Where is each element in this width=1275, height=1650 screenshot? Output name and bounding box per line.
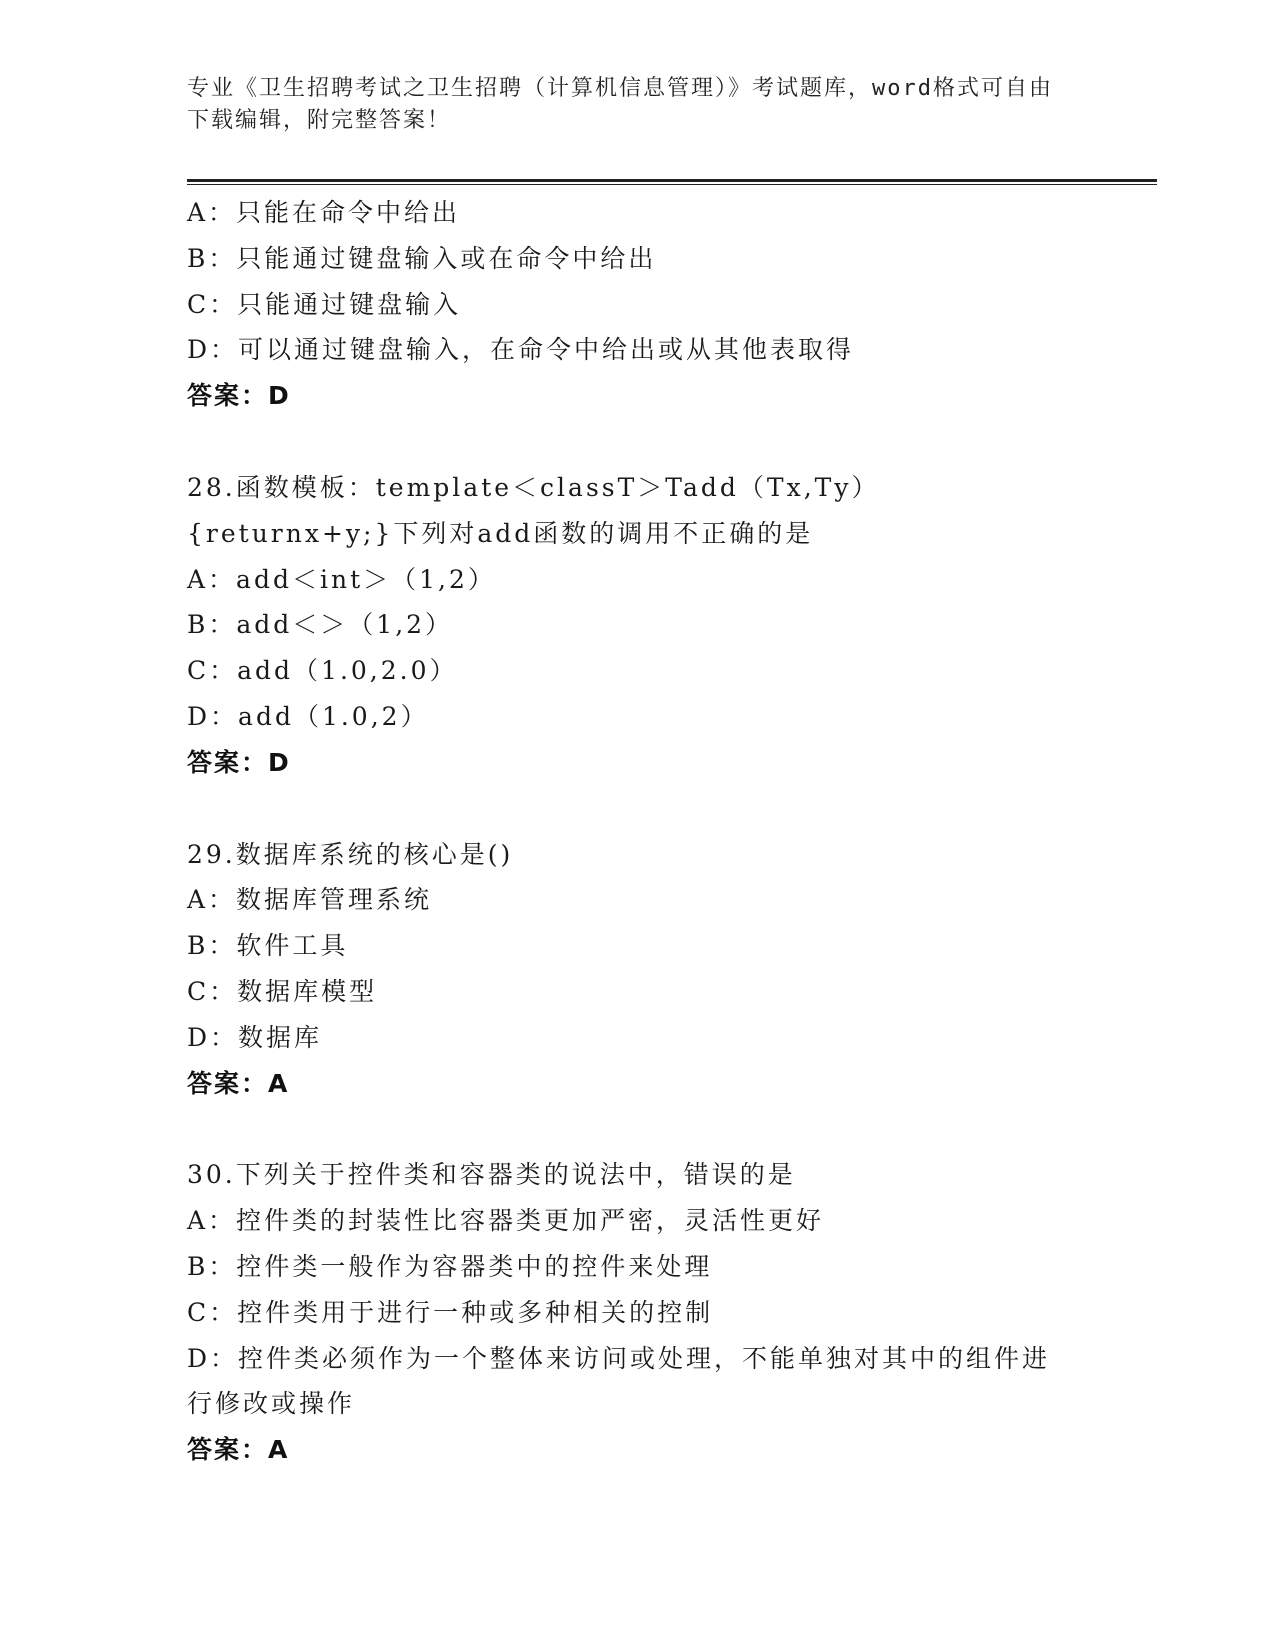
option-a: A：控件类的封装性比容器类更加严密，灵活性更好: [187, 1206, 825, 1236]
option-a: A：数据库管理系统: [187, 885, 433, 915]
answer-line: 答案：D: [187, 747, 291, 777]
option-a: A：add＜int＞（1,2）: [187, 564, 496, 594]
header-rule-thick: [187, 179, 1157, 182]
answer-line: 答案：D: [187, 381, 291, 411]
option-c: C：只能通过键盘输入: [187, 289, 462, 319]
question-gap: [187, 786, 1087, 832]
question-stem: 30.下列关于控件类和容器类的说法中，错误的是: [187, 1160, 796, 1190]
option-b: B：add＜＞（1,2）: [187, 610, 454, 640]
header-rule-thin: [187, 184, 1157, 185]
question-27-continued: [187, 190, 1087, 419]
answer-line: 答案：A: [187, 1435, 290, 1465]
question-28: [187, 465, 1087, 786]
document-header: 专业《卫生招聘考试之卫生招聘（计算机信息管理）》考试题库，word格式可自由下载编辑，附完整答案！: [187, 76, 1053, 133]
option-c: C：数据库模型: [187, 976, 378, 1006]
question-list: [187, 190, 1087, 1473]
question-stem: 29.数据库系统的核心是(): [187, 839, 514, 869]
option-b: B：软件工具: [187, 931, 349, 961]
option-c: C：add（1.0,2.0）: [187, 656, 458, 686]
option-a: A：只能在命令中给出: [187, 198, 461, 227]
answer-line: 答案：A: [187, 1068, 290, 1098]
question-gap: [187, 1106, 1087, 1152]
question-29: [187, 832, 1087, 1107]
option-d: D：数据库: [187, 1022, 323, 1052]
option-b: B：只能通过键盘输入或在命令中给出: [187, 243, 657, 273]
question-30: [187, 1152, 1087, 1473]
option-d: D：可以通过键盘输入，在命令中给出或从其他表取得: [187, 335, 855, 365]
option-d: D：add（1.0,2）: [187, 701, 429, 731]
option-c: C：控件类用于进行一种或多种相关的控制: [187, 1297, 714, 1327]
question-gap: [187, 419, 1087, 465]
option-b: B：控件类一般作为容器类中的控件来处理: [187, 1251, 713, 1281]
question-stem: 28.函数模板：template＜classT＞Tadd（Tx,Ty）{returnx+y;}下列对add函数的调用不正确的是: [187, 472, 880, 548]
option-d: D：控件类必须作为一个整体来访问或处理，不能单独对其中的组件进行修改或操作: [187, 1343, 1051, 1419]
